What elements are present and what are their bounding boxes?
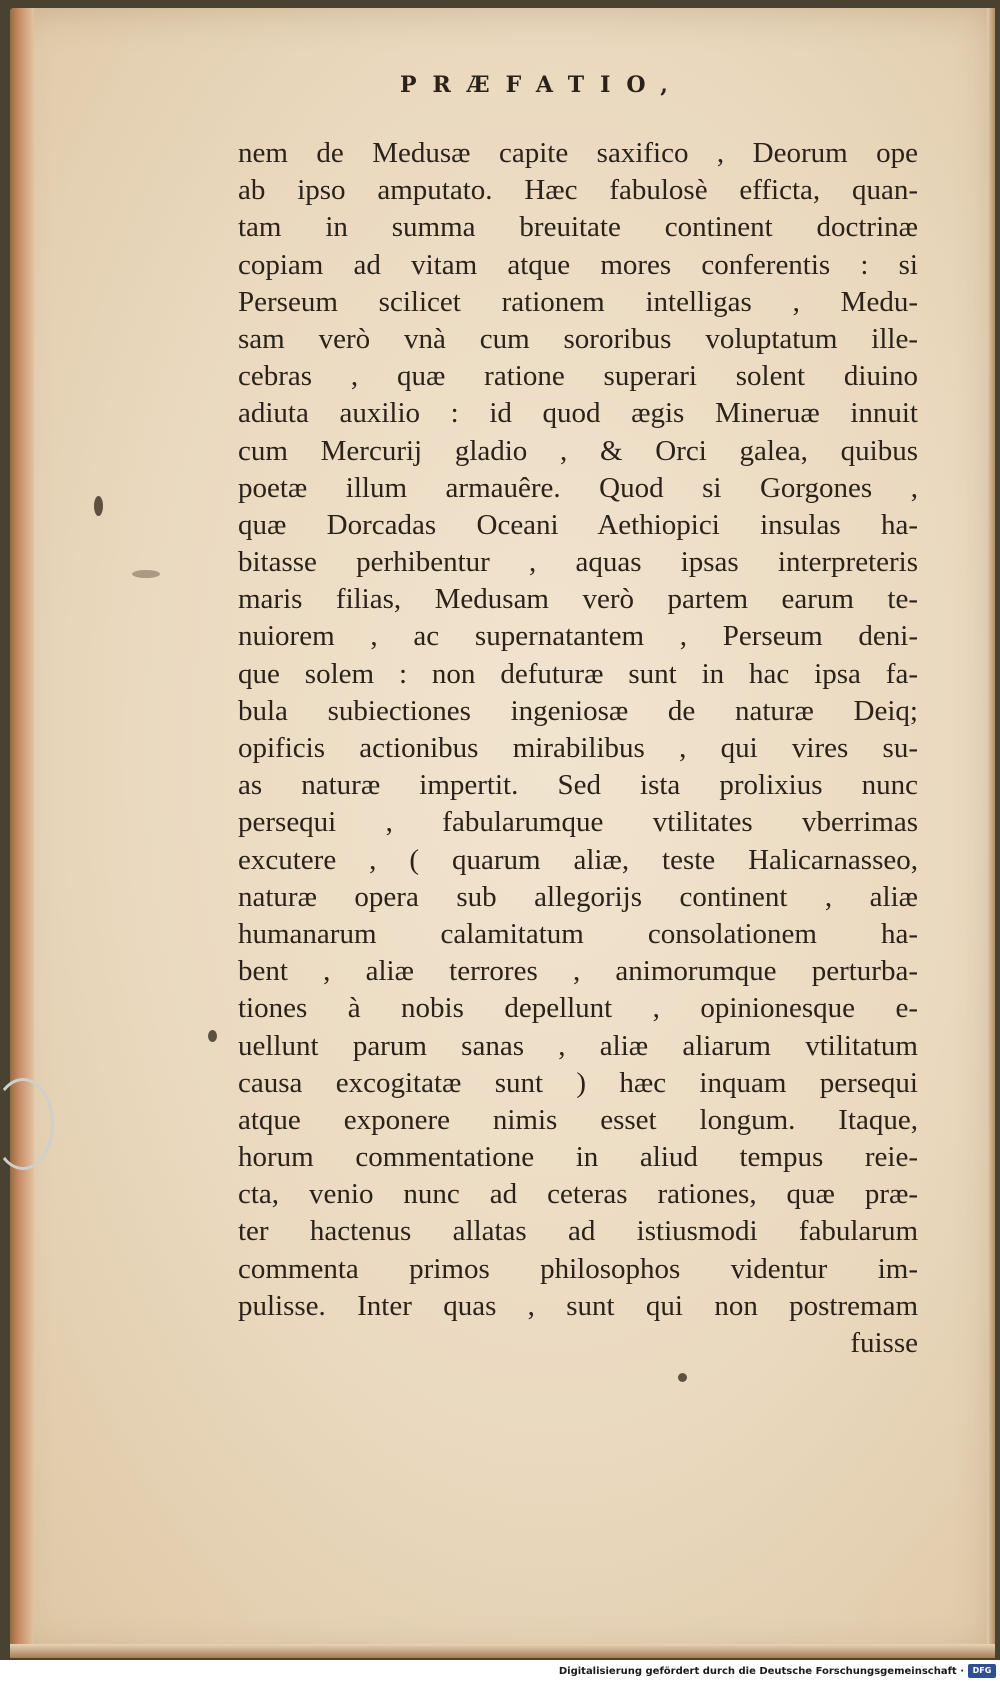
running-head: PRÆFATIO, — [400, 72, 684, 98]
text-line: que solem : non defuturæ sunt in hac ipsa fa- — [238, 657, 918, 690]
text-line: nuiorem , ac supernatantem , Perseum deni- — [238, 620, 918, 653]
text-line: cta, venio nunc ad ceteras rationes, quæ præ- — [238, 1178, 918, 1211]
text-line: pulisse. Inter quas , sunt qui non postremam — [238, 1289, 918, 1322]
text-line: bitasse perhibentur , aquas ipsas interpreteris — [238, 546, 918, 579]
text-line: copiam ad vitam atque mores conferentis : si — [238, 248, 918, 281]
text-line: opificis actionibus mirabilibus , qui vires su- — [238, 732, 918, 764]
text-line: naturæ opera sub allegorijs continent , aliæ — [238, 880, 918, 913]
text-line: ter hactenus allatas ad istiusmodi fabularum — [238, 1215, 918, 1248]
text-line: uellunt parum sanas , aliæ aliarum vtilitatum — [238, 1029, 918, 1062]
text-line: as naturæ impertit. Sed ista prolixius nunc — [238, 769, 918, 802]
text-line: quæ Dorcadas Oceani Aethiopici insulas ha- — [238, 508, 918, 541]
ink-blot — [208, 1030, 217, 1042]
catchword: fuisse — [850, 1327, 918, 1359]
text-line: cum Mercurij gladio , & Orci galea, quibus — [238, 434, 918, 467]
text-line: tiones à nobis depellunt , opinionesque e- — [238, 992, 918, 1025]
text-line: tam in summa breuitate continent doctrinæ — [238, 211, 918, 244]
page-bottom-edge — [10, 1644, 995, 1658]
text-line: commenta primos philosophos videntur im- — [238, 1252, 918, 1285]
text-line: atque exponere nimis esset longum. Itaque, — [238, 1103, 918, 1136]
body-text — [238, 135, 918, 1362]
text-line: causa excogitatæ sunt ) hæc inquam persequi — [238, 1066, 918, 1099]
text-line: adiuta auxilio : id quod ægis Mineruæ innuit — [238, 397, 918, 430]
text-line: nem de Medusæ capite saxifico , Deorum ope — [238, 137, 918, 169]
binding-ring — [0, 1078, 54, 1170]
page-right-edge — [987, 8, 995, 1658]
footer-credit: Digitalisierung gefördert durch die Deutsche Forschungsgemeinschaft · — [558, 1666, 964, 1677]
text-line: bula subiectiones ingeniosæ de naturæ Deiq; — [238, 694, 918, 727]
text-line: cebras , quæ ratione superari solent diuino — [238, 360, 918, 393]
text-line: horum commentatione in aliud tempus reie- — [238, 1141, 918, 1174]
text-line: ab ipso amputato. Hæc fabulosè efficta, quan- — [238, 174, 918, 207]
ink-blot — [94, 496, 103, 516]
text-line: humanarum calamitatum consolationem ha- — [238, 917, 918, 950]
ink-blot — [678, 1373, 687, 1382]
dfg-logo: DFG — [968, 1664, 996, 1678]
text-line: excutere , ( quarum aliæ, teste Halicarnasseo, — [238, 843, 918, 876]
text-line: sam verò vnà cum sororibus voluptatum ille- — [238, 322, 918, 355]
ink-blot — [132, 570, 160, 578]
text-line: poetæ illum armauêre. Quod si Gorgones , — [238, 471, 918, 504]
text-line: bent , aliæ terrores , animorumque perturba- — [238, 955, 918, 988]
page-left-edge — [10, 8, 34, 1658]
text-line: maris filias, Medusam verò partem earum te- — [238, 583, 918, 616]
text-line: Perseum scilicet rationem intelligas , Medu- — [238, 285, 918, 318]
text-line: persequi , fabularumque vtilitates vberrimas — [238, 806, 918, 839]
digitization-footer — [0, 1660, 1000, 1683]
